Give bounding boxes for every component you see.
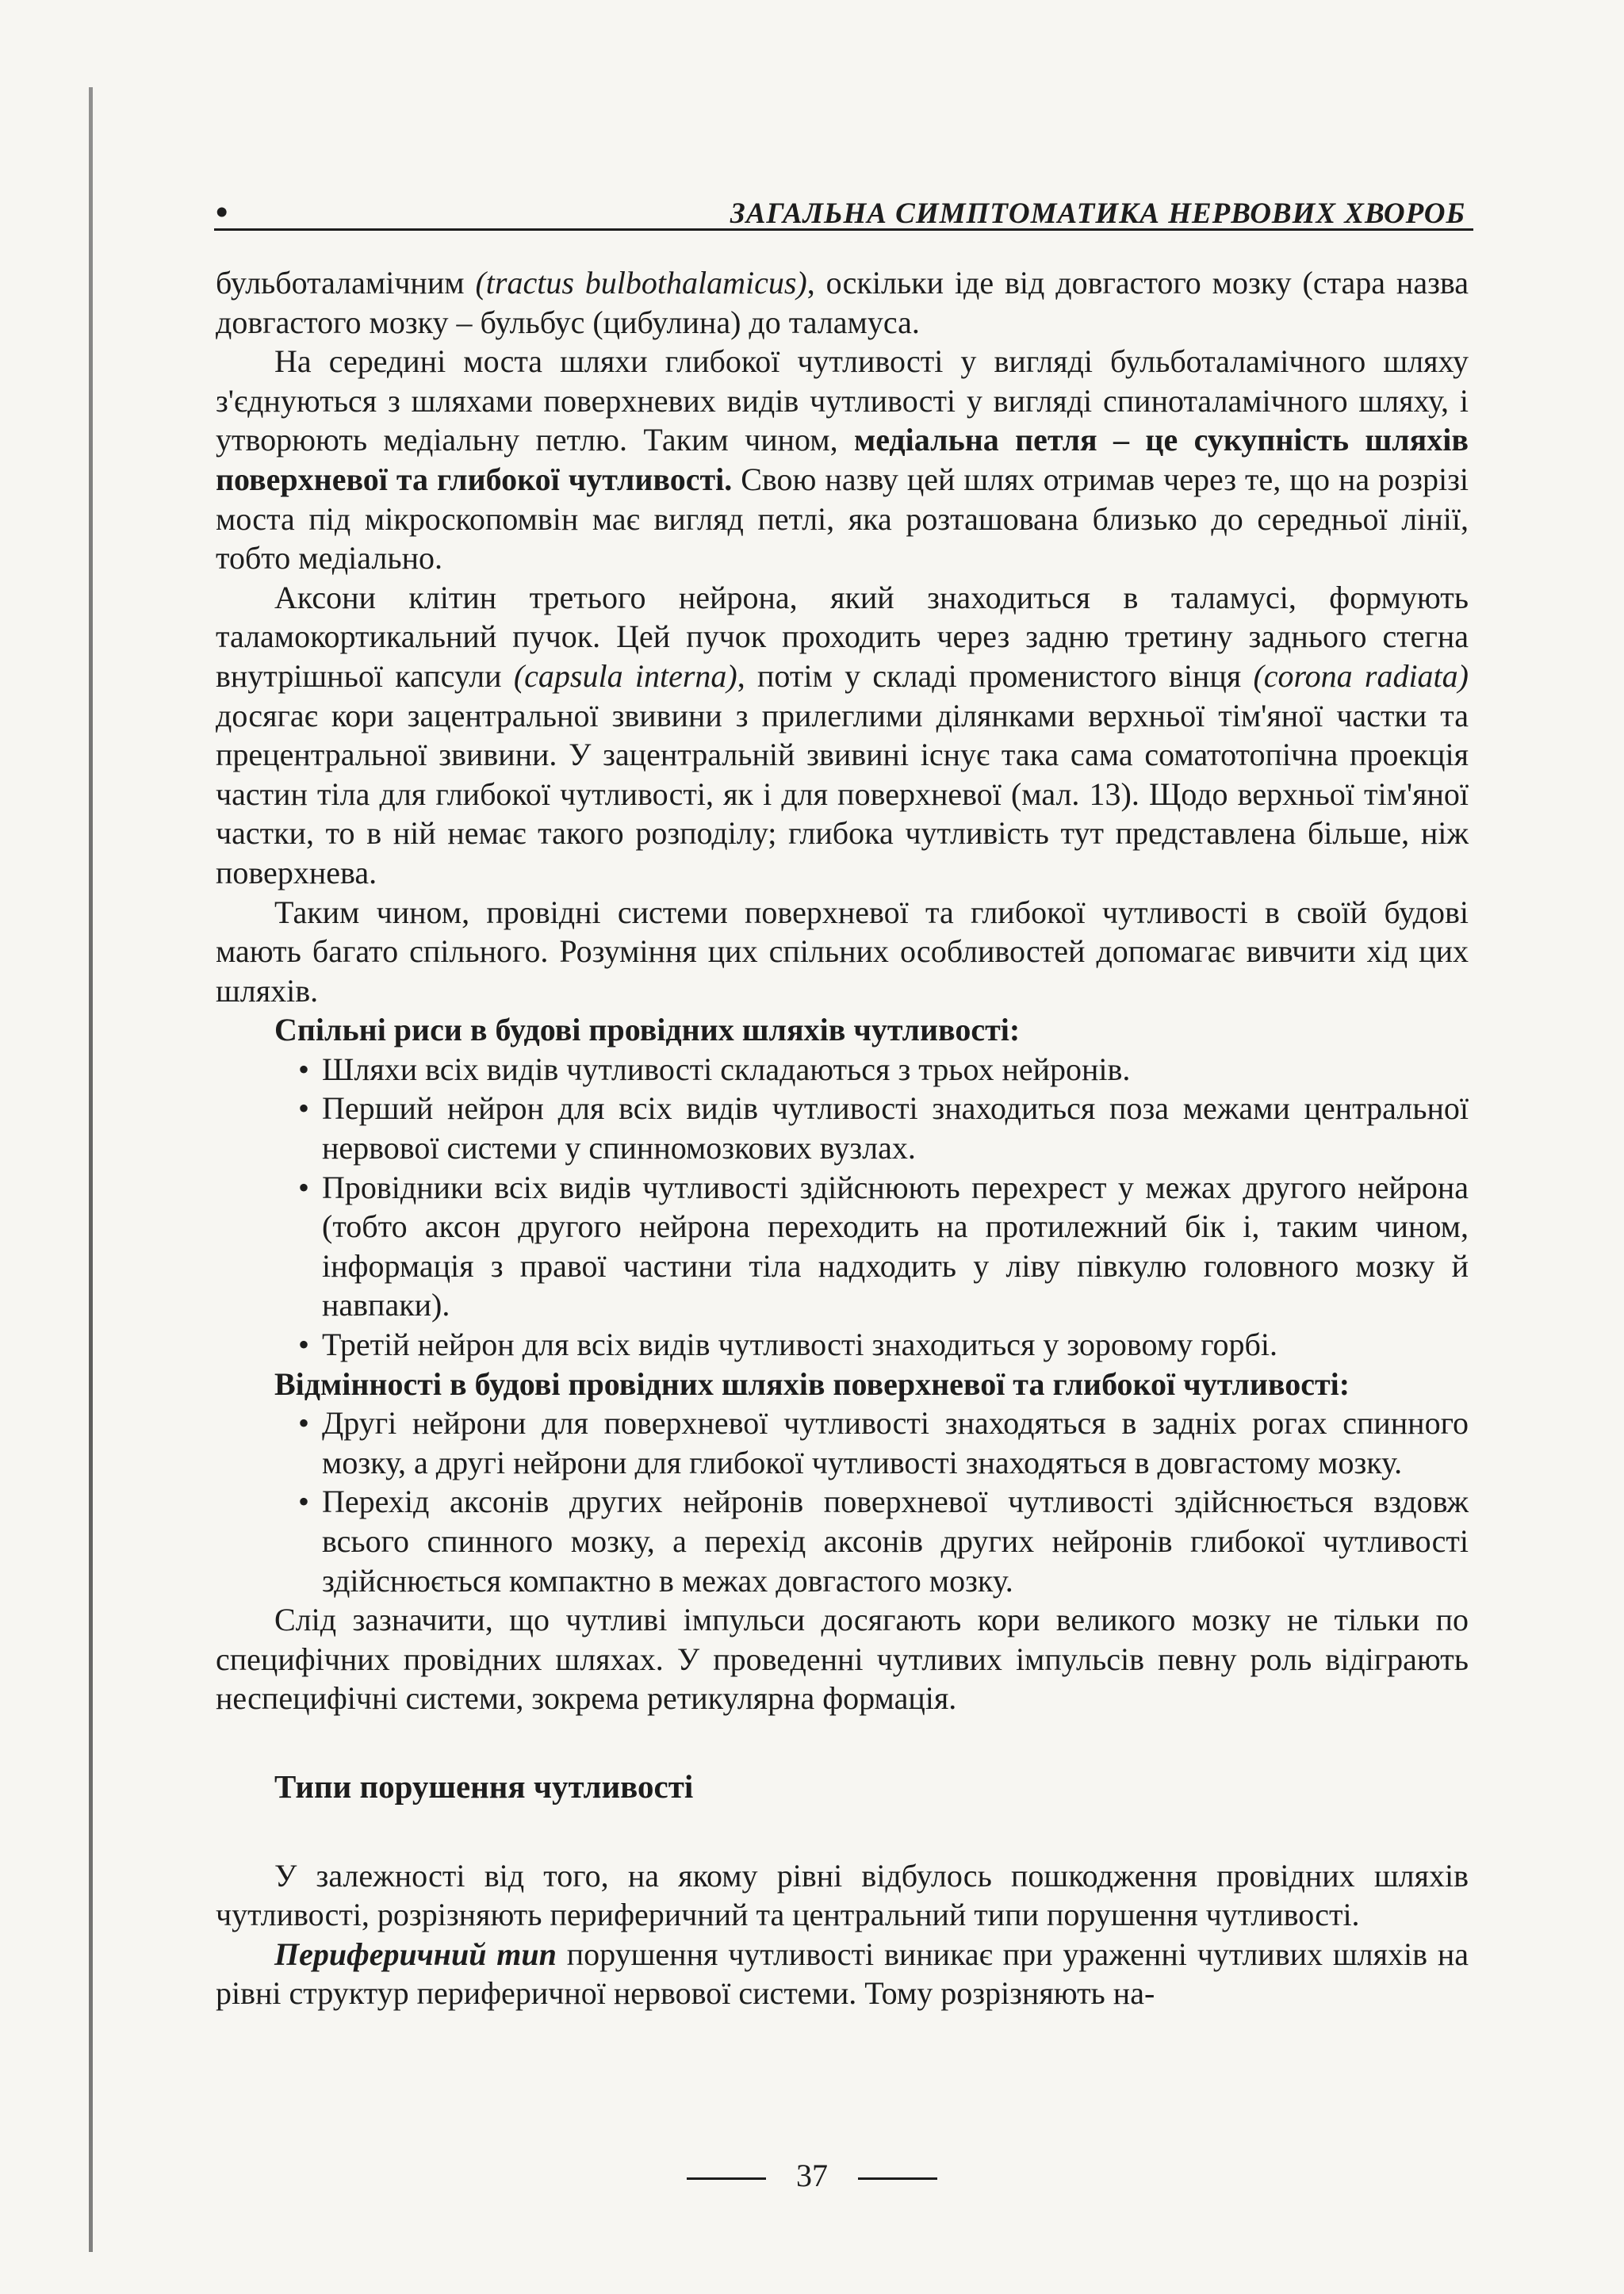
- list-item: • Провідники всіх видів чутливості здійснюють перехрест у межах другого нейрона (тобто аксон другого нейрона переходить на протилежний бік і, таким чином, інформація з правої частини тіла надходить у ліву півкулю головного мозку й навпаки).: [298, 1169, 1469, 1323]
- footer-rule-right: [858, 2177, 937, 2180]
- differences-list: [216, 1404, 1469, 1600]
- header-bullet: •: [216, 193, 228, 232]
- list-item: • Шляхи всіх видів чутливості складаються з трьох нейронів.: [298, 1050, 1469, 1090]
- bullet-icon: •: [298, 1484, 310, 1520]
- section-heading: Типи порушення чутливості: [274, 1767, 694, 1805]
- paragraph: Слід зазначити, що чутливі імпульси досягають кори великого мозку не тільки по специфічних провідних шляхах. У проведенні чутливих імпульсів певну роль відіграють неспецифічні системи, зокрема ретикулярна формація.: [216, 1602, 1469, 1717]
- binding-shadow: [89, 87, 93, 2252]
- latin-term: (corona radiata): [1253, 657, 1469, 694]
- paragraph: бульботаламічним (tractus bulbothalamicus), оскільки іде від довгастого мозку (стара назва довгастого мозку – бульбус (цибулина) до таламуса.: [216, 265, 1469, 340]
- list-item: • Другі нейрони для поверхневої чутливості знаходяться в задніх рогах спинного мозку, а другі нейрони для глибокої чутливості знаходяться в довгастому мозку.: [298, 1405, 1469, 1480]
- page-number: 37: [796, 2158, 828, 2193]
- differences-heading: Відмінності в будові провідних шляхів поверхневої та глибокої чутливості:: [274, 1365, 1350, 1402]
- running-header: [214, 193, 1473, 231]
- bullet-icon: •: [298, 1169, 310, 1205]
- term: Периферичний тип: [274, 1936, 557, 1972]
- page-body: [216, 263, 1469, 2013]
- bullet-icon: •: [298, 1405, 310, 1442]
- latin-term: (capsula interna): [513, 657, 737, 694]
- list-item: • Перший нейрон для всіх видів чутливості знаходиться поза межами центральної нервової системи у спинномозкових вузлах.: [298, 1090, 1469, 1166]
- page-footer: [0, 2157, 1624, 2194]
- paragraph: Периферичний тип порушення чутливості виникає при ураженні чутливих шляхів на рівні структур периферичної нервової системи. Тому розрізняють на-: [216, 1936, 1469, 2012]
- bullet-icon: •: [298, 1090, 310, 1127]
- footer-rule-left: [687, 2177, 766, 2180]
- paragraph: У залежності від того, на якому рівні відбулось пошкодження провідних шляхів чутливості, розрізняють периферичний та центральний типи порушення чутливості.: [216, 1857, 1469, 1933]
- list-item: • Третій нейрон для всіх видів чутливості знаходиться у зоровому горбі.: [298, 1325, 1469, 1365]
- paragraph: Таким чином, провідні системи поверхневої та глибокої чутливості в своїй будові мають багато спільного. Розуміння цих спільних особливостей допомагає вивчити хід цих шляхів.: [216, 894, 1469, 1009]
- list-item: • Перехід аксонів других нейронів поверхневої чутливості здійснюється вздовж всього спинного мозку, а перехід аксонів других нейронів глибокої чутливості здійснюється компактно в межах довгастого мозку.: [298, 1484, 1469, 1599]
- paragraph: На середині моста шляхи глибокої чутливості у вигляді бульботаламічного шляху з'єднуються з шляхами поверхневих видів чутливості у вигляді спиноталамічного шляху, і утворюють медіальну петлю. Таким чином, медіальна петля – це сукупність шляхів поверхневої та глибокої чутливості. Свою назву цей шлях отримав через те, що на розрізі моста під мікроскопомвін має вигляд петлі, яка розташована близько до середньої лінії, тобто медіально.: [216, 343, 1469, 576]
- emphasis: медіальна петля – це сукупність шляхів поверхневої та глибокої чутливості.: [216, 422, 1469, 497]
- common-features-heading: Спільні риси в будові провідних шляхів чутливості:: [274, 1012, 1021, 1048]
- bullet-icon: •: [298, 1051, 310, 1087]
- header-title: ЗАГАЛЬНА СИМПТОМАТИКА НЕРВОВИХ ХВОРОБ: [730, 197, 1465, 230]
- latin-term: (tractus bulbothalamicus): [475, 265, 807, 301]
- common-features-list: [216, 1050, 1469, 1365]
- paragraph: Аксони клітин третього нейрона, який знаходиться в таламусі, формують таламокортикальний пучок. Цей пучок проходить через задню третину заднього стегна внутрішньої капсули (capsula interna), потім у складі променистого вінця (corona radiata) досягає кори зацентральної звивини з прилеглими ділянками верхньої тім'яної частки та прецентральної звивини. У зацентральній звивині існує така сама соматотопічна проекція частин тіла для глибокої чутливості, як і для поверхневої (мал. 13). Щодо верхньої тім'яної частки, то в ній немає такого розподілу; глибока чутливість тут представлена більше, ніж поверхнева.: [216, 579, 1469, 890]
- bullet-icon: •: [298, 1327, 310, 1363]
